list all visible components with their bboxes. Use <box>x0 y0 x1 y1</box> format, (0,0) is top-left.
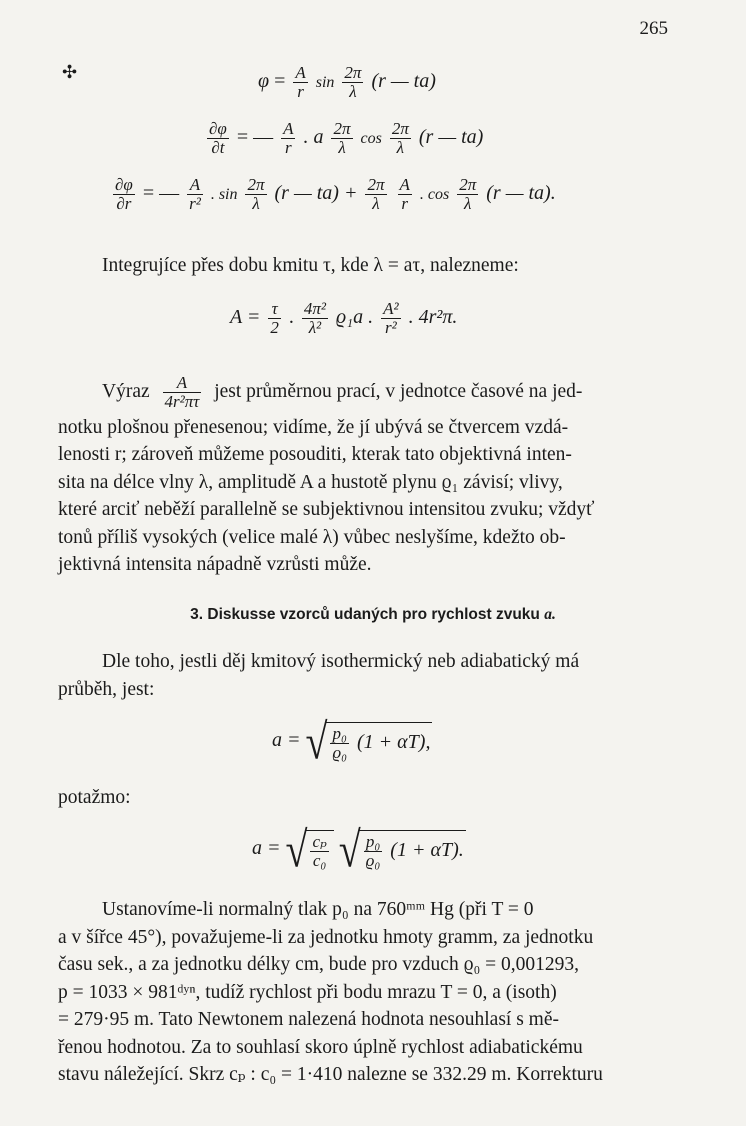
eq4-frac-4pi2: $\frac{\text{4π²}}{\text{λ²}}$ <box>303 299 326 337</box>
eq3-frac-a-r2: $\frac{A}{\text{r²}}$ <box>189 175 201 213</box>
section-heading-text: 3. Diskusse vzorců udaných pro rychlost zvuku <box>190 606 540 623</box>
paragraph3-line: řenou hodnotou. Za to souhlasí skoro úplně rychlost adiabatickému <box>58 1036 583 1058</box>
eq4-tail: . 4r²π. <box>408 305 458 328</box>
paragraph2-line: Dle toho, jestli děj kmitový isothermický neb adiabatický má <box>102 651 580 672</box>
page-number: 265 <box>639 18 668 39</box>
equation-phi: φ = $\frac{A}{r}$ sin $\frac{2\pi}{\lambda}$ (r — ta) <box>258 63 436 101</box>
eq4-frac-tau: $\frac{\tau}{2}$ <box>270 299 279 337</box>
equation-adiabatic <box>252 821 466 878</box>
paragraph3-line: p = 1033 × 981ᵈʸⁿ, tudíž rychlost při bodu mrazu T = 0, a (isoth) <box>58 981 557 1003</box>
eq3-frac-a-r: $\frac{A}{r}$ <box>399 175 410 213</box>
equation-dphi-dt <box>204 120 483 157</box>
eq6-sqrt-ratio: √ $\frac{\text{cₚ}}{\text{c₀}}$ <box>286 826 334 873</box>
eq1-frac-2pi: $\frac{2\pi}{\lambda}$ <box>344 63 362 101</box>
eq2-frac-2pi-b: $\frac{2\pi}{\lambda}$ <box>391 119 409 157</box>
eq1-lhs: φ <box>258 69 270 92</box>
eq3-frac-2pi-a: $\frac{2\pi}{\lambda}$ <box>247 175 265 213</box>
eq2-frac-a-r: $\frac{A}{r}$ <box>283 119 294 157</box>
paragraph3-line: Ustanovíme-li normalný tlak p₀ na 760ᵐᵐ Hg (při T = 0 <box>102 899 534 920</box>
eq4-lhs: A = <box>230 305 261 328</box>
eq1-sin: sin <box>315 73 335 91</box>
eq2-tail: (r — ta) <box>418 125 484 148</box>
equation-dphi-dr <box>110 176 556 213</box>
eq2-mid: = — <box>236 125 274 148</box>
equation-energy: A = $\frac{\tau}{2}$ . $\frac{\text{4π²}}{\text{λ²}}$ ϱ₁a . $\frac{\text{A²}}{\text{r²}}$ . 4r²π. <box>230 299 458 337</box>
paragraph1-rest: jest průměrnou prací, v jednotce časové na jed- <box>214 380 583 402</box>
eq4-frac-a2: $\frac{\text{A²}}{\text{r²}}$ <box>383 299 399 337</box>
margin-mark-icon: ✣ <box>62 62 78 82</box>
eq2-deriv: $\frac{\partial\varphi}{\partial t}$ <box>209 119 227 157</box>
paragraph1-line: notku plošnou přenesenou; vidíme, že jí ubývá se čtvercem vzdá- <box>58 416 569 438</box>
paragraph-values <box>58 896 668 1089</box>
eq2-cos: cos <box>360 129 382 147</box>
section-heading-var: a. <box>544 606 556 623</box>
paragraph1-line: tonů příliš vysokých (velice malé λ) vůbec neslyšíme, kdežto ob- <box>58 526 566 548</box>
eq4-rho-a: ϱ₁a . <box>335 305 374 328</box>
equation-isothermal <box>272 713 432 770</box>
eq1-frac-a-r: $\frac{A}{r}$ <box>295 63 306 101</box>
eq6-tail: (1 + αT). <box>390 838 464 861</box>
paragraph1-line: lenosti r; zároveň můžeme posouditi, kterak tato objektivná inten- <box>58 444 572 466</box>
eq3-cos: . cos <box>419 185 450 203</box>
paragraph3-line: stavu náležející. Skrz cₚ : c₀ = 1·410 nalezne se 332.29 m. Korrekturu <box>58 1064 603 1085</box>
paragraph1-lead: Výraz <box>102 380 150 402</box>
eq5-tail: (1 + αT), <box>357 730 431 753</box>
intro-line: Integrujíce přes dobu kmitu τ, kde λ = aτ, nalezneme: <box>102 255 519 276</box>
intro-paragraph <box>58 252 668 280</box>
eq3-frac-2pi-b: $\frac{2\pi}{\lambda}$ <box>367 175 385 213</box>
eq2-frac-2pi-a: $\frac{2\pi}{\lambda}$ <box>333 119 351 157</box>
eq5-sqrt: √ $\frac{\text{p₀}}{\text{ϱ₀}}$ (1 + αT), <box>305 713 431 770</box>
paragraph-process <box>58 648 668 703</box>
paragraph2-line: průběh, jest: <box>58 678 155 700</box>
paragraph1-first-line <box>58 374 668 411</box>
eq3-tail1: (r — ta) + <box>274 181 358 204</box>
paragraph1-line: sita na délce vlny λ, amplitudě A a hustotě plynu ϱ₁ závisí; vlivy, <box>58 471 563 493</box>
eq3-mid: = — <box>142 181 180 204</box>
paragraph-intensity <box>58 374 668 579</box>
eq3-sin: . sin <box>210 185 238 203</box>
eq3-frac-2pi-c: $\frac{2\pi}{\lambda}$ <box>459 175 477 213</box>
paragraph1-line: jektivná intensita nápadně vzrůsti může. <box>58 554 372 576</box>
eq1-tail: (r — ta) <box>371 69 436 92</box>
paragraph3-line: času sek., a za jednotku délky cm, bude pro vzduch ϱ₀ = 0,001293, <box>58 954 580 975</box>
paragraph1-frac: $\frac{A}{\text{4r²πτ}}$ <box>164 373 200 411</box>
potazmo-paragraph <box>58 784 668 812</box>
paragraph3-line: = 279·95 m. Tato Newtonem nalezená hodnota nesouhlasí s mě- <box>58 1009 559 1030</box>
eq2-a: . a <box>303 125 324 148</box>
eq6-lhs: a = <box>252 837 281 860</box>
eq3-tail2: (r — ta). <box>486 181 556 204</box>
paragraph1-line: které arciť neběží parallelně se subjektivnou intensitou zvuku; vždyť <box>58 499 595 521</box>
paragraph3-line: a v šířce 45°), považujeme-li za jednotku hmoty gramm, za jednotku <box>58 926 594 948</box>
eq3-deriv: $\frac{\partial\varphi}{\partial r}$ <box>115 175 133 213</box>
potazmo-line: potažmo: <box>58 787 131 808</box>
eq5-lhs: a = <box>272 729 301 752</box>
eq6-sqrt-pressure: √ $\frac{\text{p₀}}{\text{ϱ₀}}$ (1 + αT). <box>338 821 464 878</box>
section-heading <box>0 606 746 624</box>
